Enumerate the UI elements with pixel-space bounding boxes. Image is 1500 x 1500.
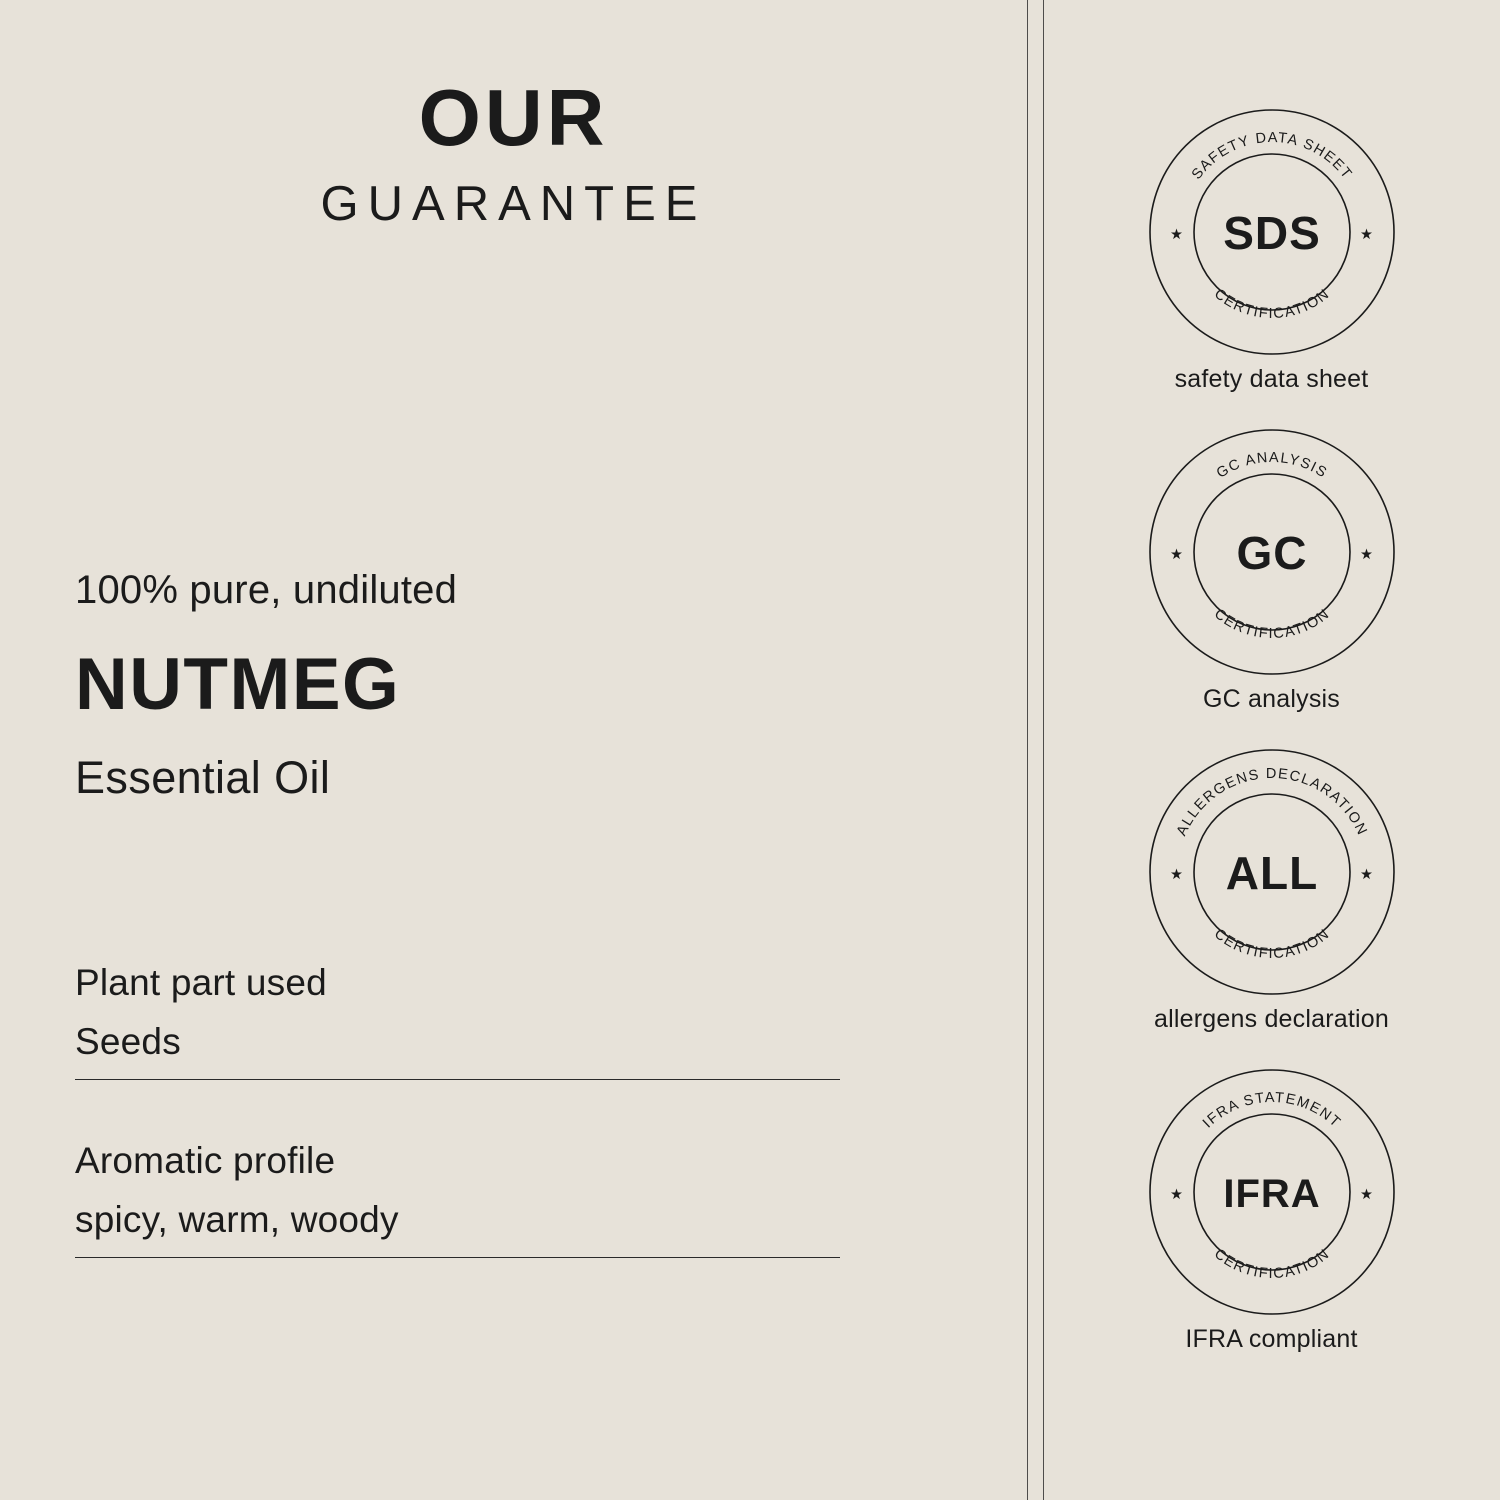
seal-abbr: GC	[1236, 527, 1307, 579]
seal-star-left: ★	[1169, 867, 1184, 883]
page-title-sub: GUARANTEE	[320, 177, 707, 231]
seal-star-right: ★	[1359, 1187, 1374, 1203]
vertical-divider-left	[1027, 0, 1028, 1500]
seal-star-right: ★	[1359, 547, 1374, 563]
page-title	[0, 73, 1027, 231]
badge-caption: allergens declaration	[1154, 1005, 1389, 1033]
seal-top-text: ALLERGENS DECLARATION	[1173, 766, 1370, 839]
spec-divider	[75, 1079, 840, 1080]
spec-list	[75, 962, 840, 1258]
certification-badge	[1043, 748, 1500, 1034]
product-purity: 100% pure, undiluted	[75, 568, 458, 612]
product-name: NUTMEG	[75, 644, 401, 725]
seal-top-text: GC ANALYSIS	[1213, 449, 1330, 482]
svg-text:GC ANALYSIS	[1213, 450, 1329, 482]
spec-item	[75, 962, 840, 1080]
svg-text:CERTIFICATION	[1211, 1246, 1333, 1282]
seal-all-icon	[1148, 748, 1396, 996]
seal-star-left: ★	[1169, 547, 1184, 563]
svg-text:ALLERGENS DECLARATION	[1173, 766, 1369, 838]
svg-text:CERTIFICATION	[1211, 606, 1333, 642]
seal-star-right: ★	[1359, 227, 1374, 243]
seal-bottom-text: CERTIFICATION	[1210, 925, 1333, 963]
product-type: Essential Oil	[75, 752, 331, 803]
seal-star-right: ★	[1359, 867, 1374, 883]
spec-item	[75, 1140, 840, 1258]
seal-bottom-text: CERTIFICATION	[1210, 285, 1333, 323]
svg-text:SAFETY DATA SHEET	[1188, 130, 1354, 183]
seal-star-left: ★	[1169, 227, 1184, 243]
seal-abbr: IFRA	[1222, 1172, 1321, 1216]
certification-badge	[1043, 428, 1500, 714]
certification-badge	[1043, 108, 1500, 394]
svg-text:CERTIFICATION	[1211, 926, 1333, 962]
product-block	[75, 568, 935, 803]
badge-caption: GC analysis	[1203, 685, 1340, 713]
spec-label: Aromatic profile	[75, 1140, 336, 1182]
seal-abbr: ALL	[1225, 847, 1318, 899]
badge-caption: safety data sheet	[1174, 365, 1369, 393]
badge-caption: IFRA compliant	[1185, 1325, 1358, 1353]
spec-value: spicy, warm, woody	[75, 1198, 399, 1240]
seal-abbr: SDS	[1222, 207, 1321, 259]
svg-text:IFRA STATEMENT	[1199, 1090, 1343, 1131]
seal-top-text: IFRA STATEMENT	[1199, 1089, 1344, 1132]
page-title-main: OUR	[418, 73, 609, 162]
seal-top-text: SAFETY DATA SHEET	[1188, 129, 1355, 183]
spec-value: Seeds	[75, 1020, 181, 1062]
certification-badge-list	[1043, 108, 1500, 1388]
seal-bottom-text: CERTIFICATION	[1210, 605, 1333, 643]
certification-badge	[1043, 1068, 1500, 1354]
right-column	[1043, 0, 1500, 1500]
seal-gc-icon	[1148, 428, 1396, 676]
svg-text:CERTIFICATION	[1211, 286, 1333, 322]
seal-ifra-icon	[1148, 1068, 1396, 1316]
seal-star-left: ★	[1169, 1187, 1184, 1203]
seal-bottom-text: CERTIFICATION	[1210, 1245, 1333, 1283]
seal-sds-icon	[1148, 108, 1396, 356]
spec-divider	[75, 1257, 840, 1258]
spec-label: Plant part used	[75, 962, 327, 1003]
